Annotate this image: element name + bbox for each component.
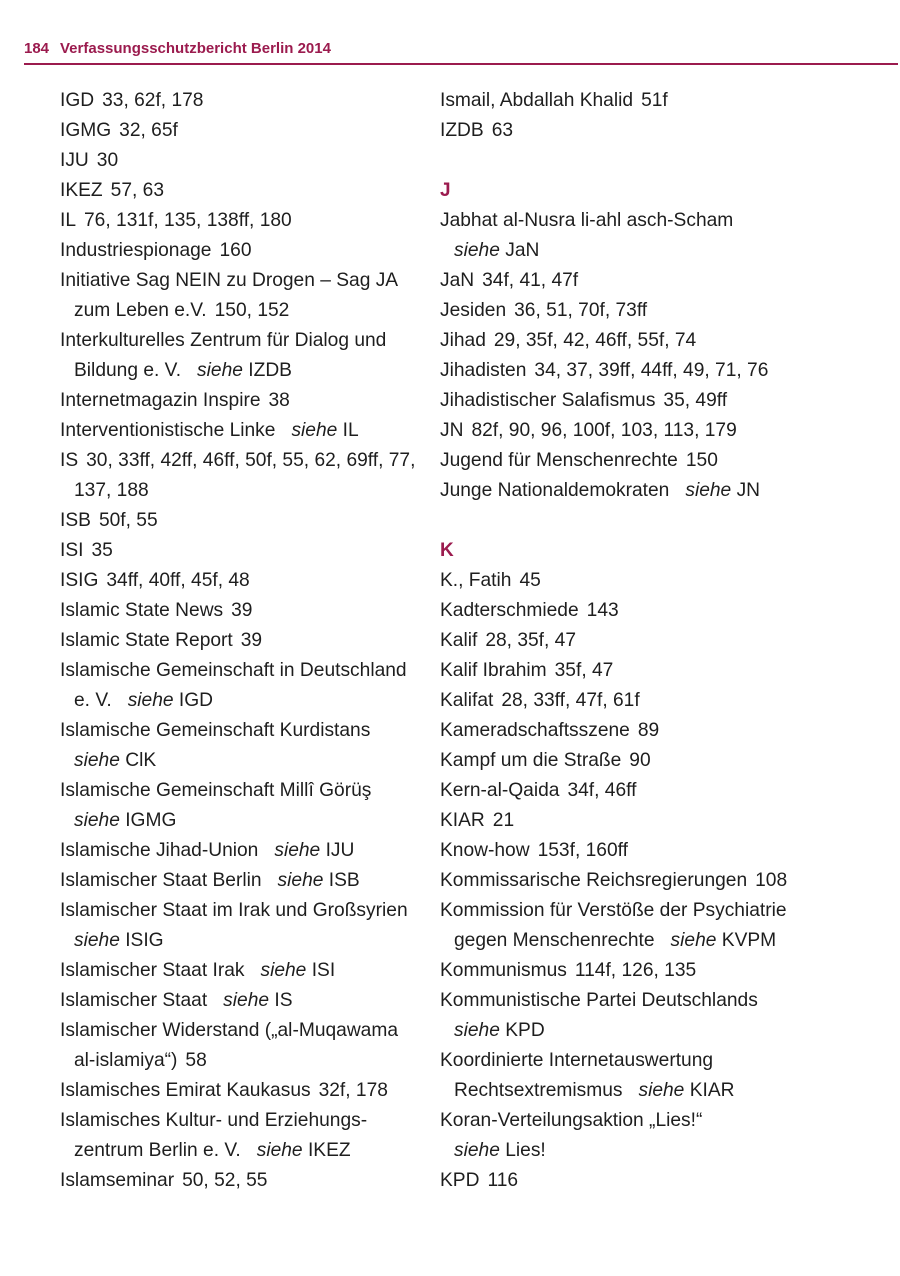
index-entry [440, 959, 890, 989]
cross-ref-target: JaN [505, 240, 540, 261]
page-refs: 143 [586, 600, 619, 621]
entry-term: Ismail, Abdallah Khalid [440, 90, 634, 111]
page-refs: 34, 37, 39ff, 44ff, 49, 71, 76 [534, 360, 769, 381]
entry-term: Islamische Gemeinschaft in Deutschland [60, 660, 407, 681]
entry-term: Initiative Sag NEIN zu Drogen – Sag JA [60, 270, 399, 291]
page-refs: 35 [91, 540, 113, 561]
index-entry [440, 599, 890, 629]
cross-ref-target: IKEZ [307, 1140, 351, 1161]
index-entry [440, 1169, 890, 1199]
cross-ref-siehe: siehe [277, 870, 324, 891]
index-entry [440, 899, 890, 959]
index-entry [440, 419, 890, 449]
index-column-right [440, 89, 890, 1199]
entry-term: Kalif [440, 630, 478, 651]
page-refs: 50, 52, 55 [182, 1170, 268, 1191]
entry-line [440, 629, 890, 659]
cross-ref-siehe: siehe [74, 810, 120, 831]
entry-line [60, 1169, 420, 1199]
page-refs: 32, 65f [119, 120, 178, 141]
page-refs: 45 [519, 570, 541, 591]
page-refs: 34ff, 40ff, 45f, 48 [106, 570, 250, 591]
index-entry [440, 119, 890, 149]
index-entry [440, 839, 890, 869]
entry-term: IGMG [60, 120, 112, 141]
index-group-i [440, 89, 890, 149]
page-refs: 160 [219, 240, 252, 261]
entry-line [60, 869, 420, 899]
index-entry [440, 779, 890, 809]
index-entry [440, 719, 890, 749]
index-entry [60, 719, 420, 779]
cross-ref-target: ISIG [125, 930, 164, 951]
entry-term-continued: zentrum Berlin e. V. [74, 1140, 241, 1161]
entry-term: Islamische Gemeinschaft Millî Görüş [60, 780, 372, 801]
entry-term: IGD [60, 90, 95, 111]
entry-line-continued [440, 1079, 890, 1109]
cross-ref-siehe: siehe [127, 690, 174, 711]
index-group-k [440, 569, 890, 1199]
page-refs: 34f, 46ff [567, 780, 637, 801]
index-entry [60, 329, 420, 389]
entry-term: Kommunistische Partei Deutschlands [440, 990, 758, 1011]
index-entry [60, 839, 420, 869]
page-refs: 82f, 90, 96, 100f, 103, 113, 179 [471, 420, 737, 441]
index-entry [440, 479, 890, 509]
entry-line [60, 1019, 420, 1049]
cross-ref-siehe: siehe [685, 480, 732, 501]
entry-line [60, 119, 420, 149]
index-entry [60, 659, 420, 719]
entry-line [60, 239, 420, 269]
entry-line [60, 779, 420, 809]
index-entry [60, 869, 420, 899]
entry-line [440, 209, 890, 239]
entry-term: Islamische Jihad-Union [60, 840, 259, 861]
index-entry [60, 1019, 420, 1079]
page-refs-continued: 137, 188 [74, 480, 149, 501]
cross-ref-target: IGD [178, 690, 214, 711]
cross-ref-target: IGMG [125, 810, 177, 831]
entry-term: Jabhat al-Nusra li-ahl asch-Scham [440, 210, 734, 231]
entry-line [440, 389, 890, 419]
entry-term: Kommunismus [440, 960, 567, 981]
entry-line [60, 629, 420, 659]
entry-term: IJU [60, 150, 89, 171]
letter-heading-j: J [440, 180, 451, 201]
index-entry [440, 209, 890, 269]
index-entry [60, 629, 420, 659]
index-entry [60, 899, 420, 959]
index-entry [60, 779, 420, 839]
cross-ref-target: KIAR [689, 1080, 735, 1101]
cross-ref-siehe: siehe [291, 420, 338, 441]
index-entry [60, 1109, 420, 1169]
cross-ref-target: JN [736, 480, 761, 501]
index-entry [440, 389, 890, 419]
cross-ref-siehe: siehe [454, 240, 500, 261]
entry-line [440, 899, 890, 929]
cross-ref-target: ISB [328, 870, 360, 891]
entry-term-continued: Bildung e. V. [74, 360, 182, 381]
index-entry [60, 269, 420, 329]
entry-term-continued: e. V. [74, 690, 112, 711]
entry-line [440, 959, 890, 989]
entry-line [440, 719, 890, 749]
index-entry [60, 389, 420, 419]
entry-line [440, 839, 890, 869]
entry-line [60, 509, 420, 539]
page-refs: 36, 51, 70f, 73ff [514, 300, 648, 321]
page-refs: 76, 131f, 135, 138ff, 180 [84, 210, 292, 231]
page-refs: 34f, 41, 47f [482, 270, 579, 291]
page-refs: 39 [240, 630, 263, 651]
cross-ref-target: IL [342, 420, 359, 441]
page-refs: 116 [487, 1170, 519, 1191]
entry-term: IL [60, 210, 77, 231]
entry-term: Islamisches Emirat Kaukasus [60, 1080, 311, 1101]
entry-line [60, 149, 420, 179]
cross-ref-siehe: siehe [256, 1140, 303, 1161]
entry-line [440, 1109, 890, 1139]
page-refs: 90 [629, 750, 651, 771]
entry-term: Kalifat [440, 690, 494, 711]
index-entry [60, 119, 420, 149]
entry-term: Islamischer Staat im Irak und Großsyrien [60, 900, 408, 921]
page-refs: 32f, 178 [318, 1080, 388, 1101]
entry-term: Islamischer Staat [60, 990, 208, 1011]
cross-ref-target: KPD [505, 1020, 545, 1041]
index-entry [440, 449, 890, 479]
entry-term: Jesiden [440, 300, 507, 321]
index-entry [440, 989, 890, 1049]
index-entry [440, 1109, 890, 1169]
cross-ref-siehe: siehe [74, 750, 120, 771]
cross-ref-siehe: siehe [197, 360, 243, 381]
entry-term: Islamische Gemeinschaft Kurdistans [60, 720, 371, 741]
index-entry [60, 1169, 420, 1199]
cross-ref-target: ClK [125, 750, 157, 771]
entry-line [60, 329, 420, 359]
entry-term: Kommission für Verstöße der Psychiatrie [440, 900, 787, 921]
entry-line [60, 1079, 420, 1109]
entry-term: Jihadisten [440, 360, 527, 381]
entry-term: Kadterschmiede [440, 600, 579, 621]
page-refs: 38 [268, 390, 290, 411]
entry-term: JaN [440, 270, 475, 291]
page-refs: 63 [491, 120, 514, 141]
page-refs: 30, 33ff, 42ff, 46ff, 50f, 55, 62, 69ff, 77, [86, 450, 416, 471]
entry-term: KPD [440, 1170, 480, 1191]
entry-term: IKEZ [60, 180, 103, 201]
cross-ref-target: Lies! [505, 1140, 546, 1161]
entry-line [60, 389, 420, 419]
cross-ref-siehe: siehe [638, 1080, 685, 1101]
entry-line-continued [60, 749, 420, 779]
page-refs: 150 [685, 450, 718, 471]
entry-line [440, 659, 890, 689]
entry-term: ISIG [60, 570, 99, 591]
cross-ref-siehe: siehe [454, 1020, 500, 1041]
entry-line [440, 869, 890, 899]
entry-line [440, 809, 890, 839]
entry-line [60, 179, 420, 209]
entry-line [440, 1169, 890, 1199]
index-entry [60, 599, 420, 629]
group-gap [440, 149, 890, 179]
cross-ref-target: ISI [311, 960, 336, 981]
entry-term: KIAR [440, 810, 485, 831]
entry-line-continued [60, 1049, 420, 1079]
page-refs: 153f, 160ff [537, 840, 628, 861]
entry-line [60, 539, 420, 569]
cross-ref-target: IZDB [248, 360, 292, 381]
index-entry [440, 269, 890, 299]
entry-line [440, 749, 890, 779]
page-refs: 114f, 126, 135 [574, 960, 697, 981]
page-refs: 50f, 55 [98, 510, 158, 531]
entry-line [440, 329, 890, 359]
page-refs: 21 [492, 810, 515, 831]
index-entry [60, 569, 420, 599]
index-entry [60, 539, 420, 569]
entry-term: Jihad [440, 330, 486, 351]
running-head: Verfassungsschutzbericht Berlin 2014 [60, 40, 331, 57]
index-entry [440, 809, 890, 839]
entry-term: Kampf um die Straße [440, 750, 622, 771]
entry-line [60, 269, 420, 299]
page-refs: 39 [231, 600, 253, 621]
cross-ref-siehe: siehe [260, 960, 307, 981]
letter-heading-k: K [440, 540, 454, 561]
entry-term: Islamischer Staat Berlin [60, 870, 262, 891]
entry-line [440, 299, 890, 329]
entry-line-continued [60, 479, 420, 509]
index-entry [440, 749, 890, 779]
index-entry [60, 509, 420, 539]
group-gap [440, 509, 890, 539]
entry-line [440, 449, 890, 479]
index-entry [440, 1049, 890, 1109]
entry-term: Islamseminar [60, 1170, 175, 1191]
entry-term: Jugend für Menschenrechte [440, 450, 678, 471]
entry-line-continued [440, 929, 890, 959]
entry-term: Koordinierte Internetauswertung [440, 1050, 714, 1071]
entry-term: Islamic State Report [60, 630, 233, 651]
index-entry [440, 299, 890, 329]
entry-line [60, 659, 420, 689]
page-refs: 57, 63 [110, 180, 165, 201]
entry-term: Islamischer Widerstand („al-Muqawama [60, 1020, 399, 1041]
index-column-left [60, 89, 420, 1199]
page-refs: 58 [185, 1050, 207, 1071]
entry-line [60, 449, 420, 479]
entry-line [440, 119, 890, 149]
entry-term: IS [60, 450, 79, 471]
index-entry [440, 329, 890, 359]
page-refs: 150, 152 [214, 300, 290, 321]
cross-ref-target: KVPM [721, 930, 777, 951]
page-refs: 33, 62f, 178 [102, 90, 204, 111]
index-entry [60, 449, 420, 509]
entry-line [60, 89, 420, 119]
entry-term-continued: al-islamiya“) [74, 1050, 178, 1071]
cross-ref-target: IJU [325, 840, 355, 861]
entry-term: Islamic State News [60, 600, 224, 621]
page-refs: 108 [755, 870, 788, 891]
entry-line-continued [440, 1139, 890, 1169]
entry-line [60, 599, 420, 629]
cross-ref-siehe: siehe [454, 1140, 500, 1161]
entry-line-continued [60, 689, 420, 719]
entry-term: ISB [60, 510, 91, 531]
entry-line [60, 959, 420, 989]
cross-ref-target: IS [274, 990, 293, 1011]
entry-term: Islamischer Staat Irak [60, 960, 245, 981]
index-entry [440, 689, 890, 719]
entry-term: Kern-al-Qaida [440, 780, 560, 801]
index-entry [60, 239, 420, 269]
entry-line-continued [60, 929, 420, 959]
entry-term: Kommissarische Reichsregierungen [440, 870, 748, 891]
cross-ref-siehe: siehe [274, 840, 321, 861]
entry-term: Jihadistischer Salafismus [440, 390, 656, 411]
entry-term-continued: gegen Menschenrechte [454, 930, 655, 951]
index-entry [440, 869, 890, 899]
entry-line-continued [440, 1019, 890, 1049]
page-refs: 28, 35f, 47 [485, 630, 577, 651]
cross-ref-siehe: siehe [670, 930, 717, 951]
entry-line [440, 779, 890, 809]
entry-line-continued [60, 809, 420, 839]
index-entry [60, 89, 420, 119]
page-refs: 35, 49ff [663, 390, 728, 411]
page-refs: 28, 33ff, 47f, 61f [501, 690, 640, 711]
index-entry [440, 629, 890, 659]
entry-line [60, 989, 420, 1019]
header-rule [24, 63, 898, 65]
index-entry [60, 179, 420, 209]
entry-line-continued [60, 359, 420, 389]
entry-line-continued [440, 239, 890, 269]
entry-term: Interkulturelles Zentrum für Dialog und [60, 330, 387, 351]
page-refs: 89 [637, 720, 660, 741]
page-header [0, 0, 900, 70]
entry-term: JN [440, 420, 464, 441]
index-entry [60, 149, 420, 179]
entry-line [440, 689, 890, 719]
entry-line [440, 359, 890, 389]
index-entry [60, 959, 420, 989]
entry-line [440, 479, 890, 509]
entry-line [60, 719, 420, 749]
entry-term: Junge Nationaldemokraten [440, 480, 670, 501]
cross-ref-siehe: siehe [74, 930, 120, 951]
index-entry [60, 989, 420, 1019]
entry-term: Internetmagazin Inspire [60, 390, 261, 411]
page-refs: 30 [96, 150, 119, 171]
page-refs: 29, 35f, 42, 46ff, 55f, 74 [493, 330, 697, 351]
entry-line [440, 569, 890, 599]
entry-line [440, 1049, 890, 1079]
page-refs: 35f, 47 [554, 660, 614, 681]
entry-line [60, 419, 420, 449]
entry-term: Interventionistische Linke [60, 420, 276, 441]
entry-line [60, 569, 420, 599]
index-entry [60, 209, 420, 239]
entry-term: K., Fatih [440, 570, 512, 591]
entry-term: Know-how [440, 840, 530, 861]
index-entry [440, 89, 890, 119]
page-refs: 51f [641, 90, 668, 111]
cross-ref-siehe: siehe [223, 990, 270, 1011]
entry-term: ISI [60, 540, 84, 561]
entry-line-continued [60, 299, 420, 329]
entry-term: Kameradschaftsszene [440, 720, 630, 741]
entry-line [440, 599, 890, 629]
entry-line-continued [60, 1139, 420, 1169]
entry-line [440, 989, 890, 1019]
index-entry [60, 1079, 420, 1109]
entry-term: IZDB [440, 120, 484, 141]
index-group-j [440, 209, 890, 509]
index-entry [60, 419, 420, 449]
entry-term: Islamisches Kultur- und Erziehungs- [60, 1110, 368, 1131]
entry-line [440, 419, 890, 449]
entry-term: Industriespionage [60, 240, 212, 261]
entry-line [440, 89, 890, 119]
index-entry [440, 569, 890, 599]
entry-line [440, 269, 890, 299]
entry-line [60, 899, 420, 929]
entry-line [60, 1109, 420, 1139]
page-number: 184 [24, 40, 50, 57]
entry-line [60, 209, 420, 239]
entry-term-continued: Rechtsextremismus [454, 1080, 623, 1101]
index-entry [440, 659, 890, 689]
entry-term-continued: zum Leben e.V. [74, 300, 207, 321]
entry-line [60, 839, 420, 869]
entry-term: Kalif Ibrahim [440, 660, 547, 681]
entry-term: Koran-Verteilungsaktion „Lies!“ [440, 1110, 703, 1131]
index-entry [440, 359, 890, 389]
